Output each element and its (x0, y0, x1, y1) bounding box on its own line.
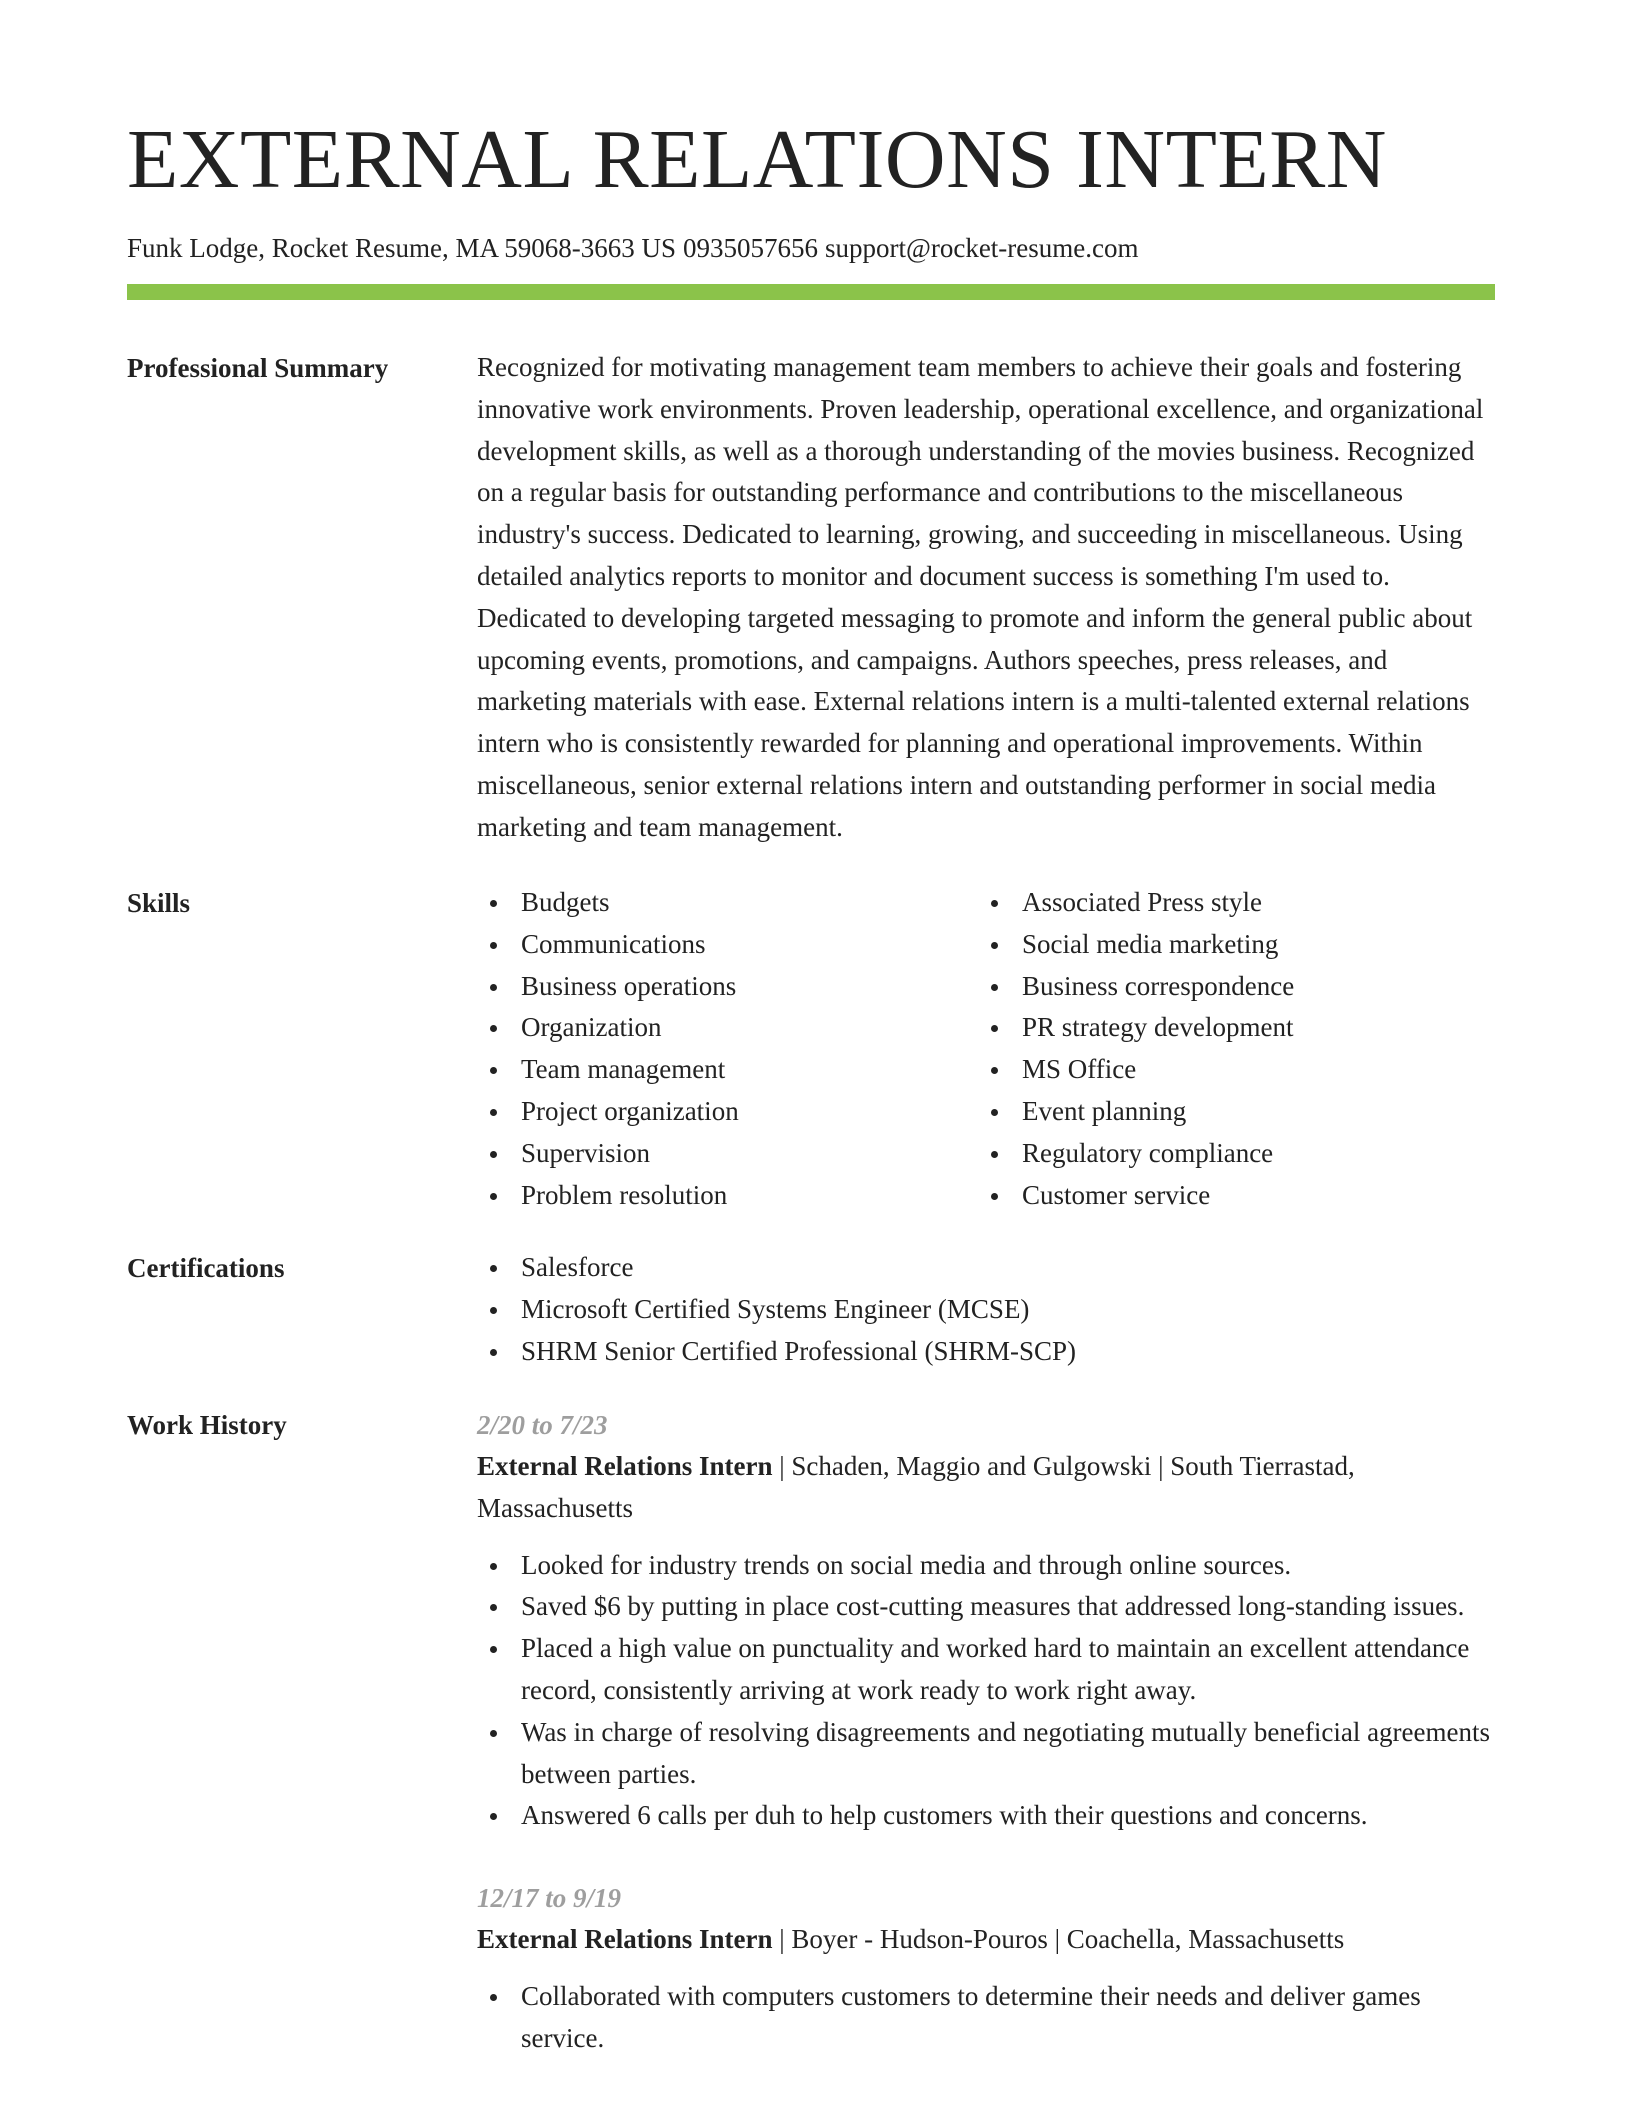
skill-item: Budgets (477, 882, 978, 924)
job-duty: Answered 6 calls per duh to help customers with their questions and concerns. (477, 1795, 1495, 1837)
skills-columns (477, 882, 1495, 1216)
certifications-list (477, 1247, 1495, 1372)
skill-item: Event planning (978, 1091, 1479, 1133)
skill-item: Business operations (477, 966, 978, 1008)
job-dates: 2/20 to 7/23 (477, 1410, 608, 1440)
section-body-work-history (477, 1404, 1495, 2060)
job-employer-location: | Schaden, Maggio and Gulgowski | South Tierrastad, Massachusetts (477, 1451, 1355, 1523)
job-duty: Was in charge of resolving disagreements and negotiating mutually beneficial agreements between parties. (477, 1712, 1495, 1796)
job-duties-list (477, 1976, 1495, 2060)
skill-item: Supervision (477, 1133, 978, 1175)
job-duty: Looked for industry trends on social media and through online sources. (477, 1545, 1495, 1587)
skill-item: MS Office (978, 1049, 1479, 1091)
skills-list-left (477, 882, 978, 1216)
skill-item: Associated Press style (978, 882, 1479, 924)
job-title: External Relations Intern (477, 1451, 773, 1481)
skill-item: Project organization (477, 1091, 978, 1133)
skill-item: Business correspondence (978, 966, 1479, 1008)
section-body-skills (477, 882, 1495, 1216)
job-heading (477, 1919, 1495, 1961)
summary-text: Recognized for motivating management team members to achieve their goals and fostering innovative work environments. Proven leadership, operational excellence, and organizational development skills, as well as a thorough understanding of the movies business. Recognized on a regular basis for outstanding performance and contributions to the miscellaneous industry's success. Dedicated to learning, growing, and succeeding in miscellaneous. Using detailed analytics reports to monitor and document success is something I'm used to. Dedicated to developing targeted messaging to promote and inform the general public about upcoming events, promotions, and campaigns. Authors speeches, press releases, and marketing materials with ease. External relations intern is a multi-talented external relations intern who is consistently rewarded for planning and operational improvements. Within miscellaneous, senior external relations intern and outstanding performer in social media marketing and team management. (477, 352, 1484, 842)
job-entry (477, 1404, 1495, 1837)
contact-phone: 0935057656 (682, 233, 818, 263)
contact-address: Funk Lodge, Rocket Resume, MA 59068-3663 US (127, 233, 676, 263)
contact-line (127, 230, 1139, 266)
skill-item: PR strategy development (978, 1007, 1479, 1049)
section-body-certifications (477, 1247, 1495, 1372)
skill-item: Social media marketing (978, 924, 1479, 966)
contact-email[interactable]: support@rocket-resume.com (824, 233, 1139, 263)
skill-item: Customer service (978, 1175, 1479, 1217)
job-entry (477, 1877, 1495, 2059)
skill-item: Communications (477, 924, 978, 966)
certification-item: Salesforce (477, 1247, 1495, 1289)
skill-item: Team management (477, 1049, 978, 1091)
job-title: External Relations Intern (477, 1924, 773, 1955)
section-body-summary (477, 347, 1495, 849)
skill-item: Problem resolution (477, 1175, 978, 1217)
job-heading (477, 1446, 1495, 1530)
skill-item: Regulatory compliance (978, 1133, 1479, 1175)
section-label-skills: Skills (127, 888, 191, 918)
job-duties-list (477, 1545, 1495, 1838)
certification-item: SHRM Senior Certified Professional (SHRM-SCP) (477, 1331, 1495, 1373)
skill-item: Organization (477, 1007, 978, 1049)
skills-list-right (978, 882, 1479, 1216)
section-label-work-history: Work History (127, 1410, 287, 1440)
header-divider (127, 284, 1495, 300)
job-duty: Collaborated with computers customers to determine their needs and deliver games service. (477, 1976, 1495, 2060)
resume-title: EXTERNAL RELATIONS INTERN (127, 113, 1387, 206)
job-dates: 12/17 to 9/19 (477, 1883, 622, 1914)
job-employer-location: | Boyer - Hudson-Pouros | Coachella, Massachusetts (772, 1924, 1345, 1955)
section-label-certifications: Certifications (127, 1253, 285, 1283)
section-label-summary: Professional Summary (127, 353, 389, 383)
job-duty: Saved $6 by putting in place cost-cutting measures that addressed long-standing issues. (477, 1586, 1495, 1628)
job-duty: Placed a high value on punctuality and worked hard to maintain an excellent attendance record, consistently arriving at work ready to work right away. (477, 1628, 1495, 1712)
certification-item: Microsoft Certified Systems Engineer (MCSE) (477, 1289, 1495, 1331)
